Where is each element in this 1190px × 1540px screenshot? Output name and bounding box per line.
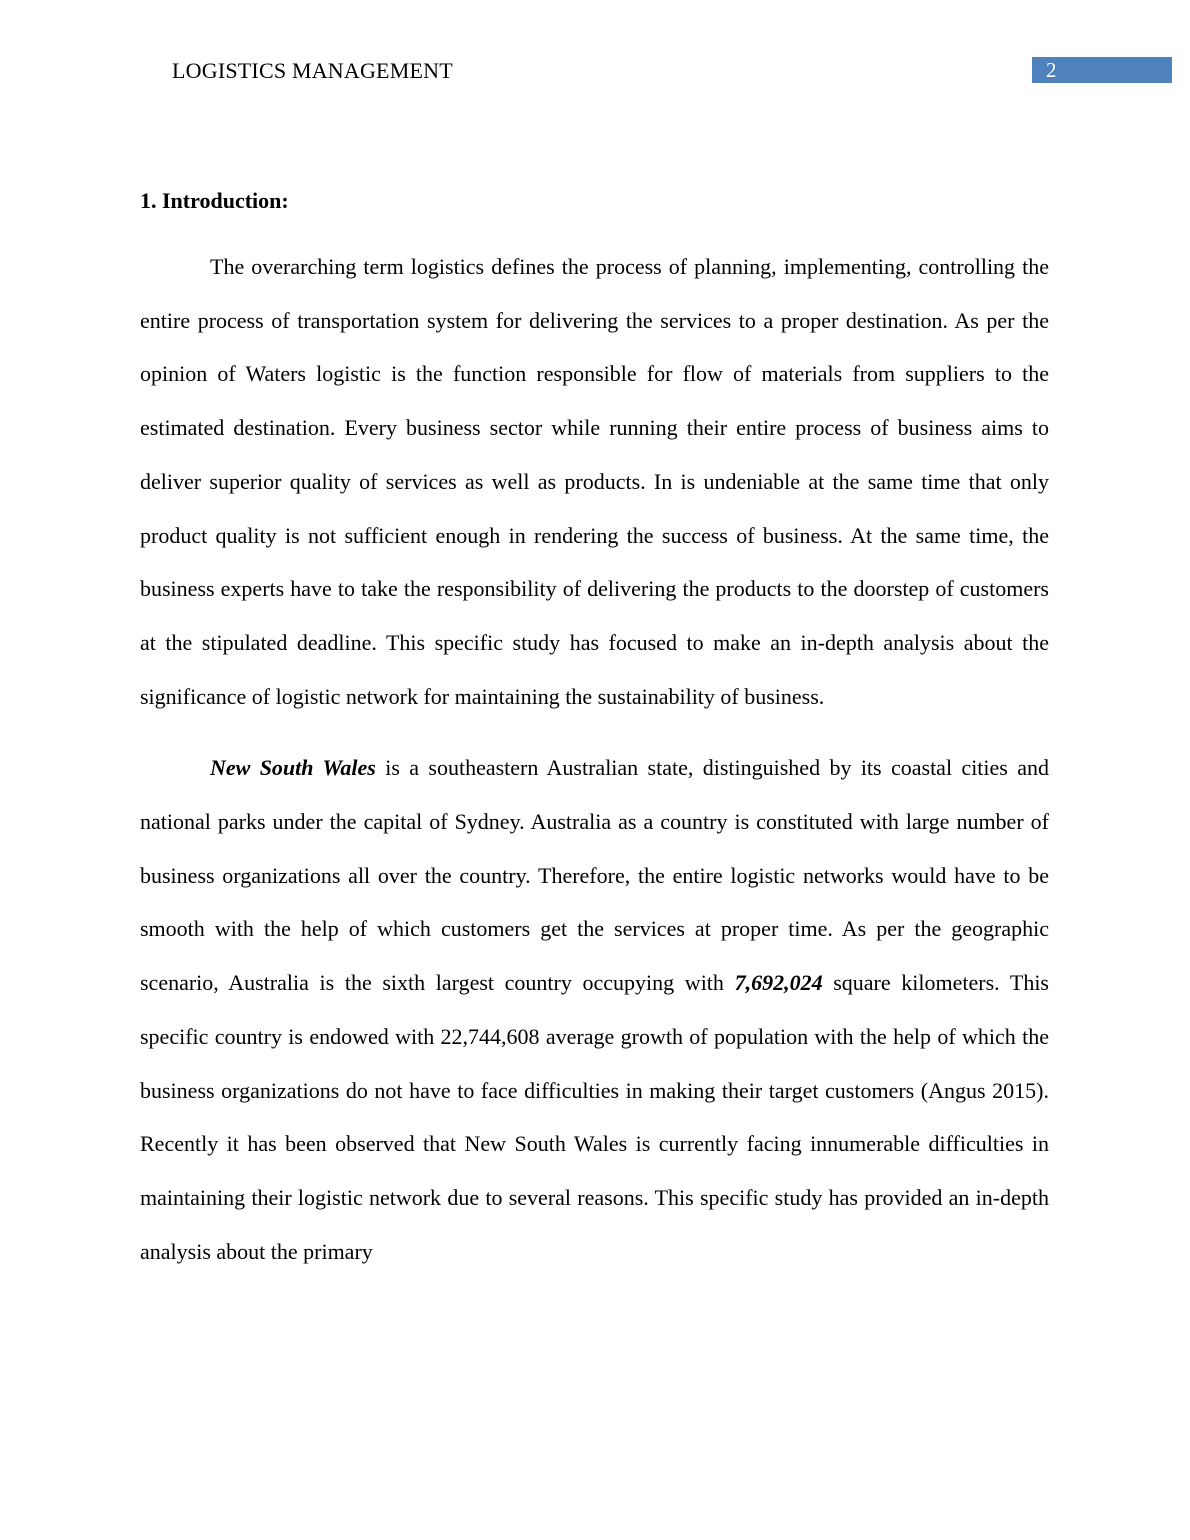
area-figure-emphasis: 7,692,024 [734,970,823,996]
section-heading: 1. Introduction: [140,188,289,213]
introduction-paragraph-1: The overarching term logistics defines the process of planning, implementing, controlling the entire process of transportation system for delivering the services to a proper destination. As per the opinion of Waters logistic is the function responsible for flow of materials from suppliers to the estimated destination. Every business sector while running their entire process of business aims to deliver superior quality of services as well as products. In is undeniable at the same time that only product quality is not sufficient enough in rendering the success of business. At the same time, the business experts have to take the responsibility of delivering the products to the doorstep of customers at the stipulated deadline. This specific study has focused to make an in-depth analysis about the significance of logistic network for maintaining the sustainability of business. [140,254,1049,709]
page-number: 2 [1046,58,1057,82]
page-body [140,186,1049,1296]
paragraph-2-text-a: is a southeastern Australian state, distinguished by its coastal cities and national parks under the capital of Sydney. Australia as a country is constituted with large number of business organizations all over the country. Therefore, the entire logistic networks would have to be smooth with the help of which customers get the services at proper time. As per the geographic scenario, Australia is the sixth largest country occupying with [140,755,1049,996]
paragraph-2-text-b: square kilometers. This specific country is endowed with 22,744,608 average growth of population with the help of which the business organizations do not have to face difficulties in making their target customers (Angus 2015). Recently it has been observed that New South Wales is currently facing innumerable difficulties in maintaining their logistic network due to several reasons. This specific study has provided an in-depth analysis about the primary [140,970,1049,1264]
running-head: LOGISTICS MANAGEMENT [172,58,453,83]
introduction-paragraph-2 [140,741,1049,1278]
state-name-emphasis: New South Wales [210,755,376,781]
page-number-badge [1032,57,1172,83]
